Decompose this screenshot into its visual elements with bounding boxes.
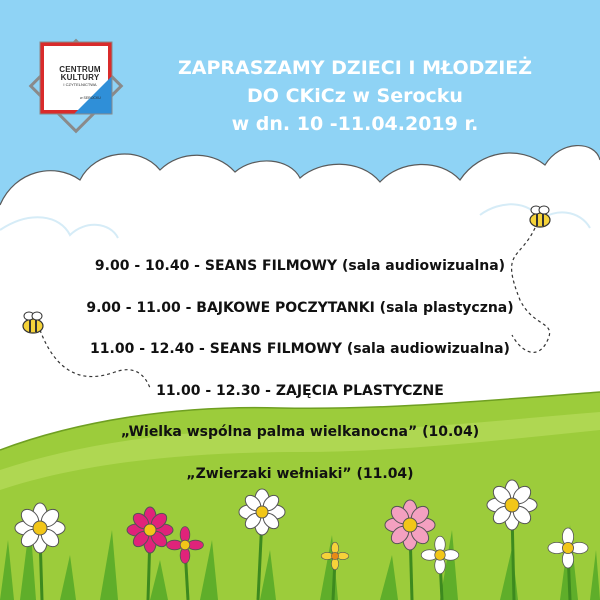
schedule-list <box>40 256 560 505</box>
schedule-row-2: 9.00 - 11.00 - BAJKOWE POCZYTANKI (sala plastyczna) <box>86 299 514 316</box>
header-line-2: DO CKiCz w Serocku <box>247 85 463 107</box>
header-line-3: w dn. 10 -11.04.2019 r. <box>231 113 479 135</box>
logo-line-1: CENTRUM <box>59 65 101 74</box>
logo-line-4: w SEROCKU <box>80 96 101 100</box>
bee-icon <box>530 206 550 227</box>
logo-line-3: I CZYTELNICTWA <box>63 82 97 87</box>
schedule-event-2: „Zwierzaki wełniaki” (11.04) <box>186 465 414 482</box>
logo-text <box>50 66 110 87</box>
schedule-row-4: 11.00 - 12.30 - ZAJĘCIA PLASTYCZNE <box>156 382 444 399</box>
header-line-1: ZAPRASZAMY DZIECI I MŁODZIEŻ <box>177 57 533 79</box>
logo-line-2: KULTURY <box>60 73 100 82</box>
schedule-row-1: 9.00 - 10.40 - SEANS FILMOWY (sala audiowizualna) <box>94 258 506 274</box>
schedule-row-3: 11.00 - 12.40 - SEANS FILMOWY (sala audiowizualna) <box>90 341 510 357</box>
schedule-event-1: „Wielka wspólna palma wielkanocna” (10.04) <box>120 424 480 440</box>
header-invitation <box>140 54 570 138</box>
